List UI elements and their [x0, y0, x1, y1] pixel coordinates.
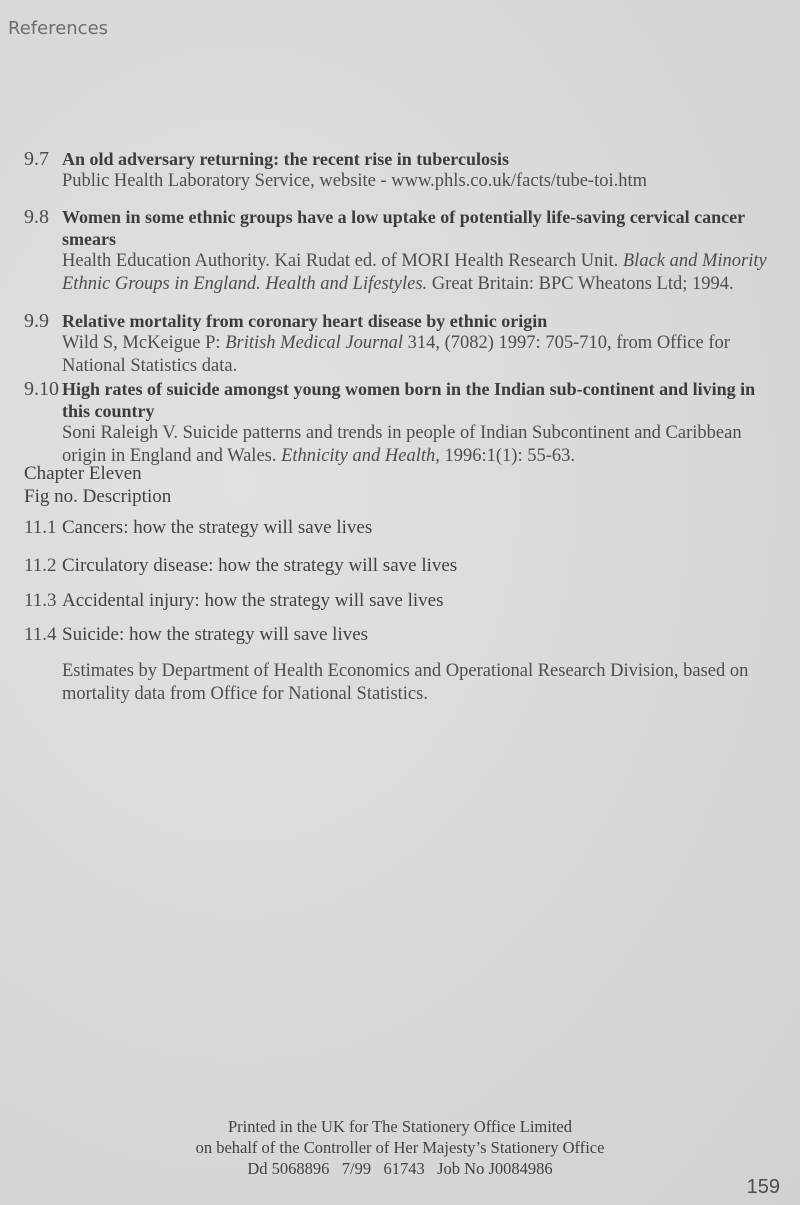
figure-entry: [24, 516, 373, 540]
figure-entry: [24, 554, 458, 578]
reference-number: 9.8: [24, 206, 49, 228]
chapter-subheading: Fig no. Description: [24, 486, 172, 507]
reference-number: 9.7: [24, 148, 49, 170]
reference-number: 9.9: [24, 310, 49, 332]
figure-source-note: Estimates by Department of Health Economics and Operational Research Division, based on mortality data from Office for National Statistics.: [62, 661, 749, 704]
source-text: Health Education Authority. Kai Rudat ed. of MORI Health Research Unit.: [62, 251, 623, 271]
source-publication: British Medical Journal: [225, 333, 403, 353]
figure-number: 11.3: [24, 590, 57, 611]
chapter-heading: Chapter Eleven: [24, 463, 142, 484]
reference-title: High rates of suicide amongst young women born in the Indian sub-continent and living in this country: [62, 379, 756, 421]
figure-number: 11.2: [24, 555, 57, 576]
reference-source: Public Health Laboratory Service, website - www.phls.co.uk/facts/tube-toi.htm: [62, 171, 647, 191]
figure-entry: [24, 589, 444, 613]
chapter-heading-block: [24, 462, 171, 508]
reference-title: An old adversary returning: the recent rise in tuberculosis: [62, 149, 509, 169]
source-text: 314, (7082) 1997: 705-710, from Office for National Statistics data.: [62, 333, 730, 376]
figure-entry: [24, 623, 369, 647]
section-header: References: [8, 18, 109, 39]
source-publication: Black and Minority Ethnic Groups in England. Health and Lifestyles.: [62, 251, 767, 294]
reference-title: Relative mortality from coronary heart disease by ethnic origin: [62, 311, 548, 331]
print-footer: [150, 1116, 650, 1179]
reference-source: [62, 332, 784, 378]
page-number: 159: [746, 1176, 780, 1198]
figure-description: Suicide: how the strategy will save lives: [62, 624, 369, 645]
footer-line: Dd 5068896 7/99 61743 Job No J0084986: [247, 1159, 553, 1178]
reference-source: [62, 250, 784, 296]
footer-line: Printed in the UK for The Stationery Office Limited: [228, 1117, 572, 1136]
source-text: Great Britain: BPC Wheatons Ltd; 1994.: [427, 274, 734, 294]
source-text: 1996:1(1): 55-63.: [439, 446, 576, 466]
figure-description: Accidental injury: how the strategy will save lives: [62, 590, 444, 611]
footer-line: on behalf of the Controller of Her Majesty’s Stationery Office: [195, 1138, 605, 1157]
figure-number: 11.1: [24, 517, 57, 538]
figure-number: 11.4: [24, 624, 57, 645]
reference-title: Women in some ethnic groups have a low uptake of potentially life-saving cervical cancer smears: [62, 207, 745, 249]
source-publication: Ethnicity and Health,: [281, 446, 440, 466]
reference-number: 9.10: [24, 378, 59, 400]
figure-description: Circulatory disease: how the strategy will save lives: [62, 555, 458, 576]
source-text: Wild S, McKeigue P:: [62, 333, 226, 353]
figure-description: Cancers: how the strategy will save lives: [62, 517, 373, 538]
source-text: Soni Raleigh V. Suicide patterns and trends in people of Indian Subcontinent and Caribbean origin in England and Wales.: [62, 423, 742, 466]
